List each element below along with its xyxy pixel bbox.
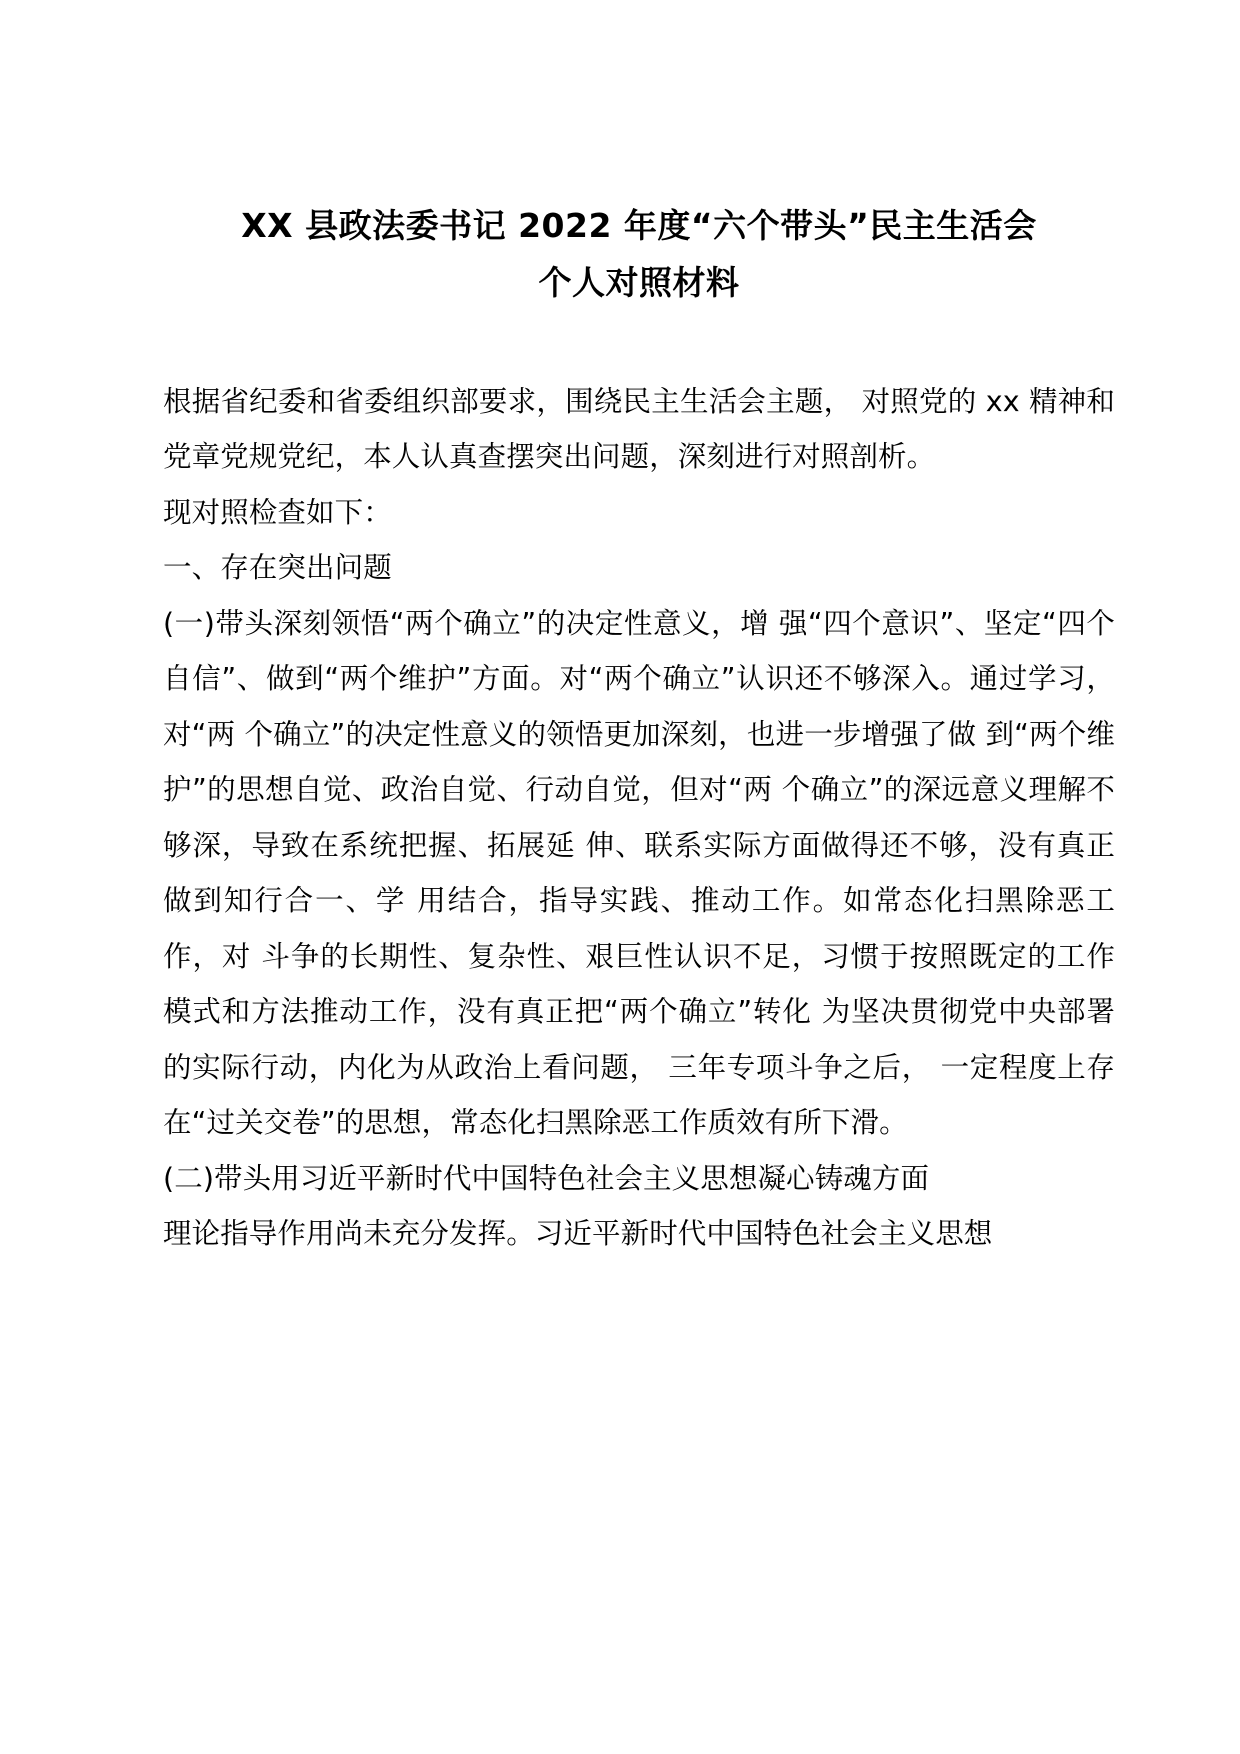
heading-section-one: 一、存在突出问题 (163, 551, 392, 584)
page-title-line-1: XX 县政法委书记 2022 年度“六个带头”民主生活会 (241, 206, 1037, 245)
paragraph-intro-closing: 现对照检查如下： (163, 495, 392, 529)
paragraph-item-one: (一)带头深刻领悟“两个确立”的决定性意义，增 强“四个意识”、坚定“四个自信”、做到“两个维护”方面。对“两个确立”认识还不够深入。通过学习，对“两 个确立”的决定性意义的领悟更加深刻，也进一步增强了做 到“两个维护”的思想自觉、政治自觉、行动自觉，但对“两 个确立”的深远意义理解不够深，导致在系统把握、拓展延 伸、联系实际方面做得还不够，没有真正做到知行合一、学 用结合，指导实践、推动工作。如常态化扫黑除恶工作，对 斗争的长期性、复杂性、艰巨性认识不足，习惯于按照既定的工作模式和方法推动工作，没有真正把“两个确立”转化 为坚决贯彻党中央部署的实际行动，内化为从政治上看问题， 三年专项斗争之后， 一定程度上存在“过关交卷”的思想，常态化扫黑除恶工作质效有所下滑。 (163, 606, 1115, 1139)
paragraph-intro: 根据省纪委和省委组织部要求，围绕民主生活会主题， 对照党的 xx 精神和党章党规党纪，本人认真查摆突出问题，深刻进行对照剖析。 (163, 384, 1115, 473)
page-title (163, 0, 1115, 312)
heading-item-two: (二)带头用习近平新时代中国特色社会主义思想凝心铸魂方面 (163, 1161, 930, 1195)
document-body (163, 374, 1115, 1262)
paragraph-item-two-body: 理论指导作用尚未充分发挥。习近平新时代中国特色社会主义思想 (163, 1217, 993, 1250)
document-content (163, 0, 1115, 1262)
page-title-line-2: 个人对照材料 (538, 262, 740, 302)
